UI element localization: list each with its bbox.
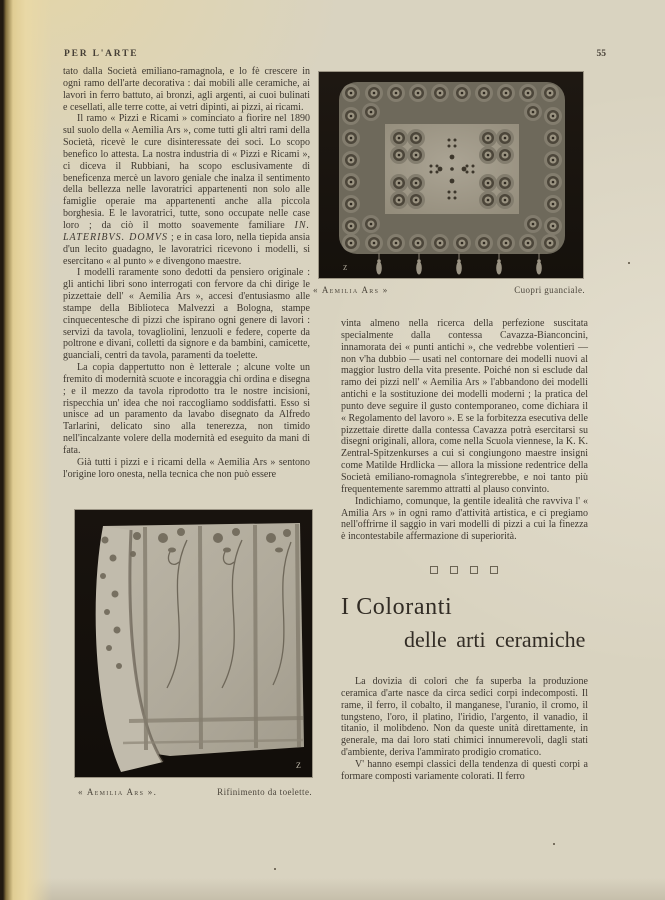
paragraph-text: ; e in casa loro, nella tiepida ansia d'un lecito guadagno, le lavoratrici ricevono i modelli, si esercitano « al punto » e divengono maestre. [63, 231, 310, 267]
lace-cushion-image [319, 72, 583, 278]
square-glyph [490, 566, 498, 574]
square-glyph [450, 566, 458, 574]
right-column-upper [341, 318, 588, 543]
paper-speck [628, 262, 630, 264]
book-gutter-shadow [0, 0, 52, 900]
caption-aemilia-ars: « Aemilia Ars » [313, 285, 389, 295]
paragraph-pizzi-e-ricami [63, 113, 310, 267]
toelette-image [75, 510, 312, 777]
latin-motto: IN. LATERIBVS. DOMVS [63, 219, 310, 243]
heading-line-2: delle arti ceramiche [404, 627, 586, 652]
figure-embroidered-toelette-photo [75, 510, 312, 777]
caption-aemilia-ars: « Aemilia Ars ». [78, 787, 158, 797]
paragraph-esempi: V' hanno esempi classici della tendenza di questi corpi a formare composti variamente colorati. Il ferro [341, 758, 588, 782]
journal-title: PER L'ARTE [64, 49, 139, 59]
photographer-mark: Z [296, 761, 301, 770]
photographer-mark: Z [343, 264, 348, 272]
paragraph-indichiamo: Indichiamo, comunque, la gentile idealità che ravviva l' « Amilia Ars » in ogni ramo d'attività artistica, e ci pregiamo nell'offrirne il saggio in vari modelli di pizzi a cui la finezza è incontestabile affermazione di superiorità. [341, 495, 588, 543]
paragraph-origine: Già tutti i pizzi e i ricami della « Aemilia Ars » sentono l'origine loro onesta, nella tecnica che non può essere [63, 456, 310, 480]
heading-line-1: I Coloranti [341, 594, 453, 620]
paragraph-continuation: tato dalla Società emiliano-ramagnola, e lo fè crescere in ogni ramo dell'arte decorativa : dai mobili alle ceramiche, ai lavori in ferro battuto, ai bronzi, agli argenti, ai cuoi bulinati e cesellati, alle terre cotte, ai vetri dipinti, ai pizzi, ai ricami. [63, 66, 310, 113]
paper-speck [274, 868, 276, 870]
paragraph-perfezione: vinta almeno nella ricerca della perfezione suscitata specialmente dalla contessa Cavazza-Bianconcini, innamorata dei « punti antichi », che vedrebbe volentieri — non v'ha dubbio — usati nel contornare dei modelli nuovi al maggior lustro della vita presente. Poiché non si esclude dal ramo dei pizzi nell' « Aemilia Ars » l'abbandono dei modelli antichi e la sostituzione dei modelli moderni ; la pratica del punto deve seguire il gusto contemporaneo, come dichiara il « Regolamento del lavoro ». E se la forbitezza esecutiva delle pizzettaie dirette dalla contessa Cavazza potrà esercitarsi su disegni originali, allora, come nella Scuola viennese, la K. K. Zentral-Spitzenkurses a cui si congiungono maestre insigni come Matilde Hrdlicka — allora la missione redentrice della Società emiliano-romagnola s'integrerebbe, e noi tanto più frequentemente saremmo attratti al plauso convinto. [341, 318, 588, 495]
paragraph-copia: La copia dappertutto non è letterale ; alcune volte un fremito di modernità scuote e incoraggia chi ordina e disegna ; e il mezzo da tavola riprodotto tra le nostre incisioni, rispecchia un' idea che noi raccogliamo soddisfatti. Esso si unisce ad un paramento da lavabo disegnato da Alfredo Tarlarini, delicato sino alla tenerezza, non timido nell'incalzante volere della modernità ed eseguito da mani di fata. [63, 362, 310, 456]
section-divider-ornament [341, 561, 587, 579]
paragraph-text: Il ramo « Pizzi e Ricami » cominciato a fiorire nel 1890 sul suolo della « Aemilia Ars », come tutti gli altri rami della Società, ricevè le cure disinteressate dei soci. Lo scopo benefico lo attesta. La nostra industria di « Pizzi e Ricami », ci diceva il Rubbiani, ha scopo esclusivamente di beneficenza mercè un lavoro geniale che inalza il sentimento della bellezza nelle lavoratrici appartenenti non solo alle famiglie operaie ma appartenenti anche alla piccola borghesia. E le lavoratrici, tutte, sono occupate nelle case loro ; da ciò il motto soavemente familiare [63, 113, 310, 231]
page-number: 55 [596, 49, 606, 59]
paragraph-dovizia: La dovizia di colori che fa superba la produzione ceramica d'arte nasce da circa sedici corpi indecomposti. Il rame, il ferro, il cobalto, il manganese, l'uranio, il cromo, il tungsteno, l'oro, il platino, l'iridio, l'argento, il vanadio, il titanio, il molibdeno. Non da queste unità direttamente, in generale, ma dai loro stati chimici innumerevoli, dagli stati d'ambiente, deriva l'ammirato prodigio cromatico. [341, 676, 588, 759]
caption-cuopri-guanciale: Cuopri guanciale. [514, 285, 585, 295]
paragraph-modelli: I modelli raramente sono dedotti da pensiero originale : gli antichi libri sono interrogati con fervore da chi dirige le pizzettaie dell' « Aemilia Ars », accesi d'entusiasmo alle stampe della Biblioteca Malvezzi a Bologna, stampe cinquecentesche di pizzi che ispirano ogni genere di lavori : servizi da tavola, tovagliolini, lenzuoli e federe, coperte da poltrone e divani, colletti da signore e da bambini, camicette, guanciali, centri da tavola, paramenti da toelette. [63, 267, 310, 362]
right-column-lower [341, 676, 588, 783]
left-column [63, 66, 310, 481]
guanciale-caption-row [313, 285, 585, 295]
toelette-caption-row [78, 787, 312, 797]
paper-speck [553, 843, 555, 845]
figure-lace-cushion-photo [319, 72, 583, 278]
caption-rifinimento: Rifinimento da toelette. [217, 787, 312, 797]
article-heading [341, 594, 603, 653]
square-glyph [430, 566, 438, 574]
square-glyph [470, 566, 478, 574]
